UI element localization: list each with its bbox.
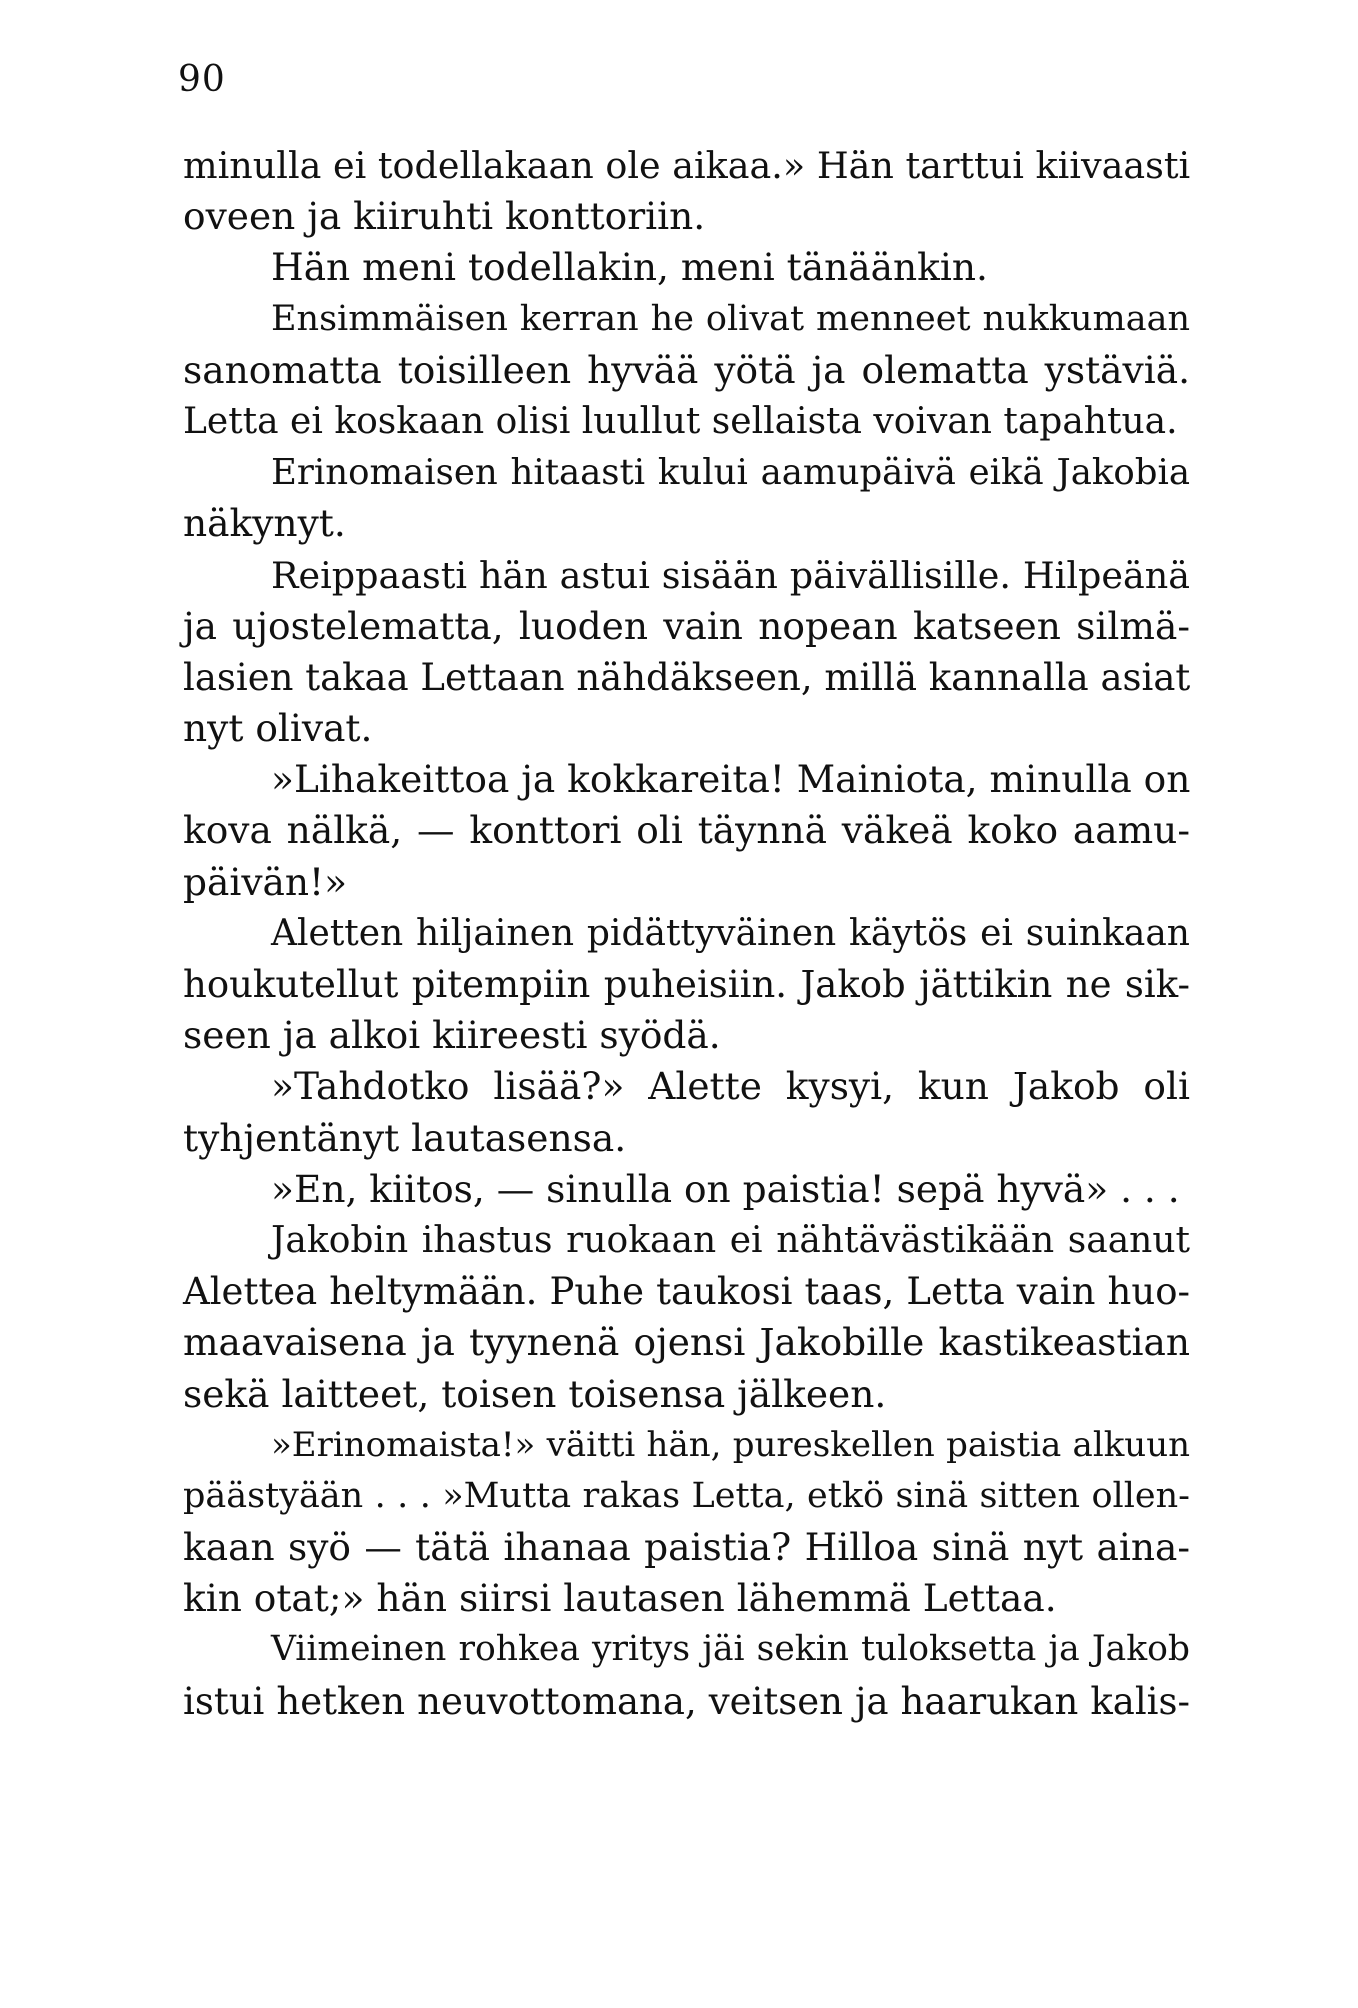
text-line: »En, kiitos, — sinulla on paistia! sepä hyvä» . . . — [271, 1166, 1180, 1211]
text-line: Hän meni todellakin, meni tänäänkin. — [271, 245, 988, 290]
text-line: oveen ja kiiruhti konttoriin. — [183, 194, 706, 239]
text-line: sekä laitteet, toisen toisensa jälkeen. — [183, 1371, 887, 1416]
text-line: sanomatta toisilleen hyvää yötä ja olematta ystäviä. — [183, 347, 1190, 392]
text-line: tyhjentänyt lautasensa. — [183, 1115, 627, 1160]
text-line: kova nälkä, — konttori oli täynnä väkeä koko aamu- — [183, 808, 1190, 853]
text-line: päästyään . . . »Mutta rakas Letta, etkö sinä sitten ollen- — [183, 1475, 1190, 1516]
text-line: kin otat;» hän siirsi lautasen lähemmä Lettaa. — [183, 1576, 1057, 1621]
text-line: Letta ei koskaan olisi luullut sellaista voivan tapahtua. — [183, 400, 1178, 442]
text-line: lasien takaa Lettaan nähdäkseen, millä kannalla asiat — [183, 655, 1191, 699]
text-line: Alettea heltymään. Puhe taukosi taas, Letta vain huo- — [183, 1270, 1190, 1314]
text-line: Jakobin ihastus ruokaan ei nähtävästikään saanut — [271, 1219, 1190, 1261]
text-line: istui hetken neuvottomana, veitsen ja haarukan kalis- — [183, 1679, 1190, 1723]
text-line: »Lihakeittoa ja kokkareita! Mainiota, minulla on — [271, 757, 1191, 802]
text-line: maavaisena ja tyynenä ojensi Jakobille kastikeastian — [183, 1320, 1190, 1365]
text-line: päivän!» — [183, 859, 348, 904]
text-line: Aletten hiljainen pidättyväinen käytös ei suinkaan — [271, 912, 1190, 954]
body-text — [183, 140, 1190, 1727]
text-line: näkynyt. — [183, 501, 346, 546]
text-line: kaan syö — tätä ihanaa paistia? Hilloa sinä nyt aina- — [183, 1525, 1190, 1570]
text-line: minulla ei todellakaan ole aikaa.» Hän tarttui kiivaasti — [183, 144, 1191, 187]
text-line: »Tahdotko lisää?» Alette kysyi, kun Jakob oli — [271, 1064, 1190, 1109]
text-line: seen ja alkoi kiireesti syödä. — [183, 1013, 721, 1058]
text-line: nyt olivat. — [183, 706, 373, 751]
text-line: Erinomaisen hitaasti kului aamupäivä eikä Jakobia — [271, 452, 1190, 494]
text-line: Reippaasti hän astui sisään päivällisille. Hilpeänä — [271, 553, 1190, 597]
text-line: houkutellut pitempiin puheisiin. Jakob jättikin ne sik- — [183, 963, 1190, 1006]
text-line: »Erinomaista!» väitti hän, pureskellen paistia alkuun — [271, 1424, 1190, 1465]
text-line: Ensimmäisen kerran he olivat menneet nukkumaan — [271, 298, 1190, 339]
text-line: ja ujostelematta, luoden vain nopean katseen silmä- — [183, 603, 1190, 648]
text-line: Viimeinen rohkea yritys jäi sekin tuloksetta ja Jakob — [271, 1629, 1190, 1670]
page-number: 90 — [178, 59, 226, 100]
